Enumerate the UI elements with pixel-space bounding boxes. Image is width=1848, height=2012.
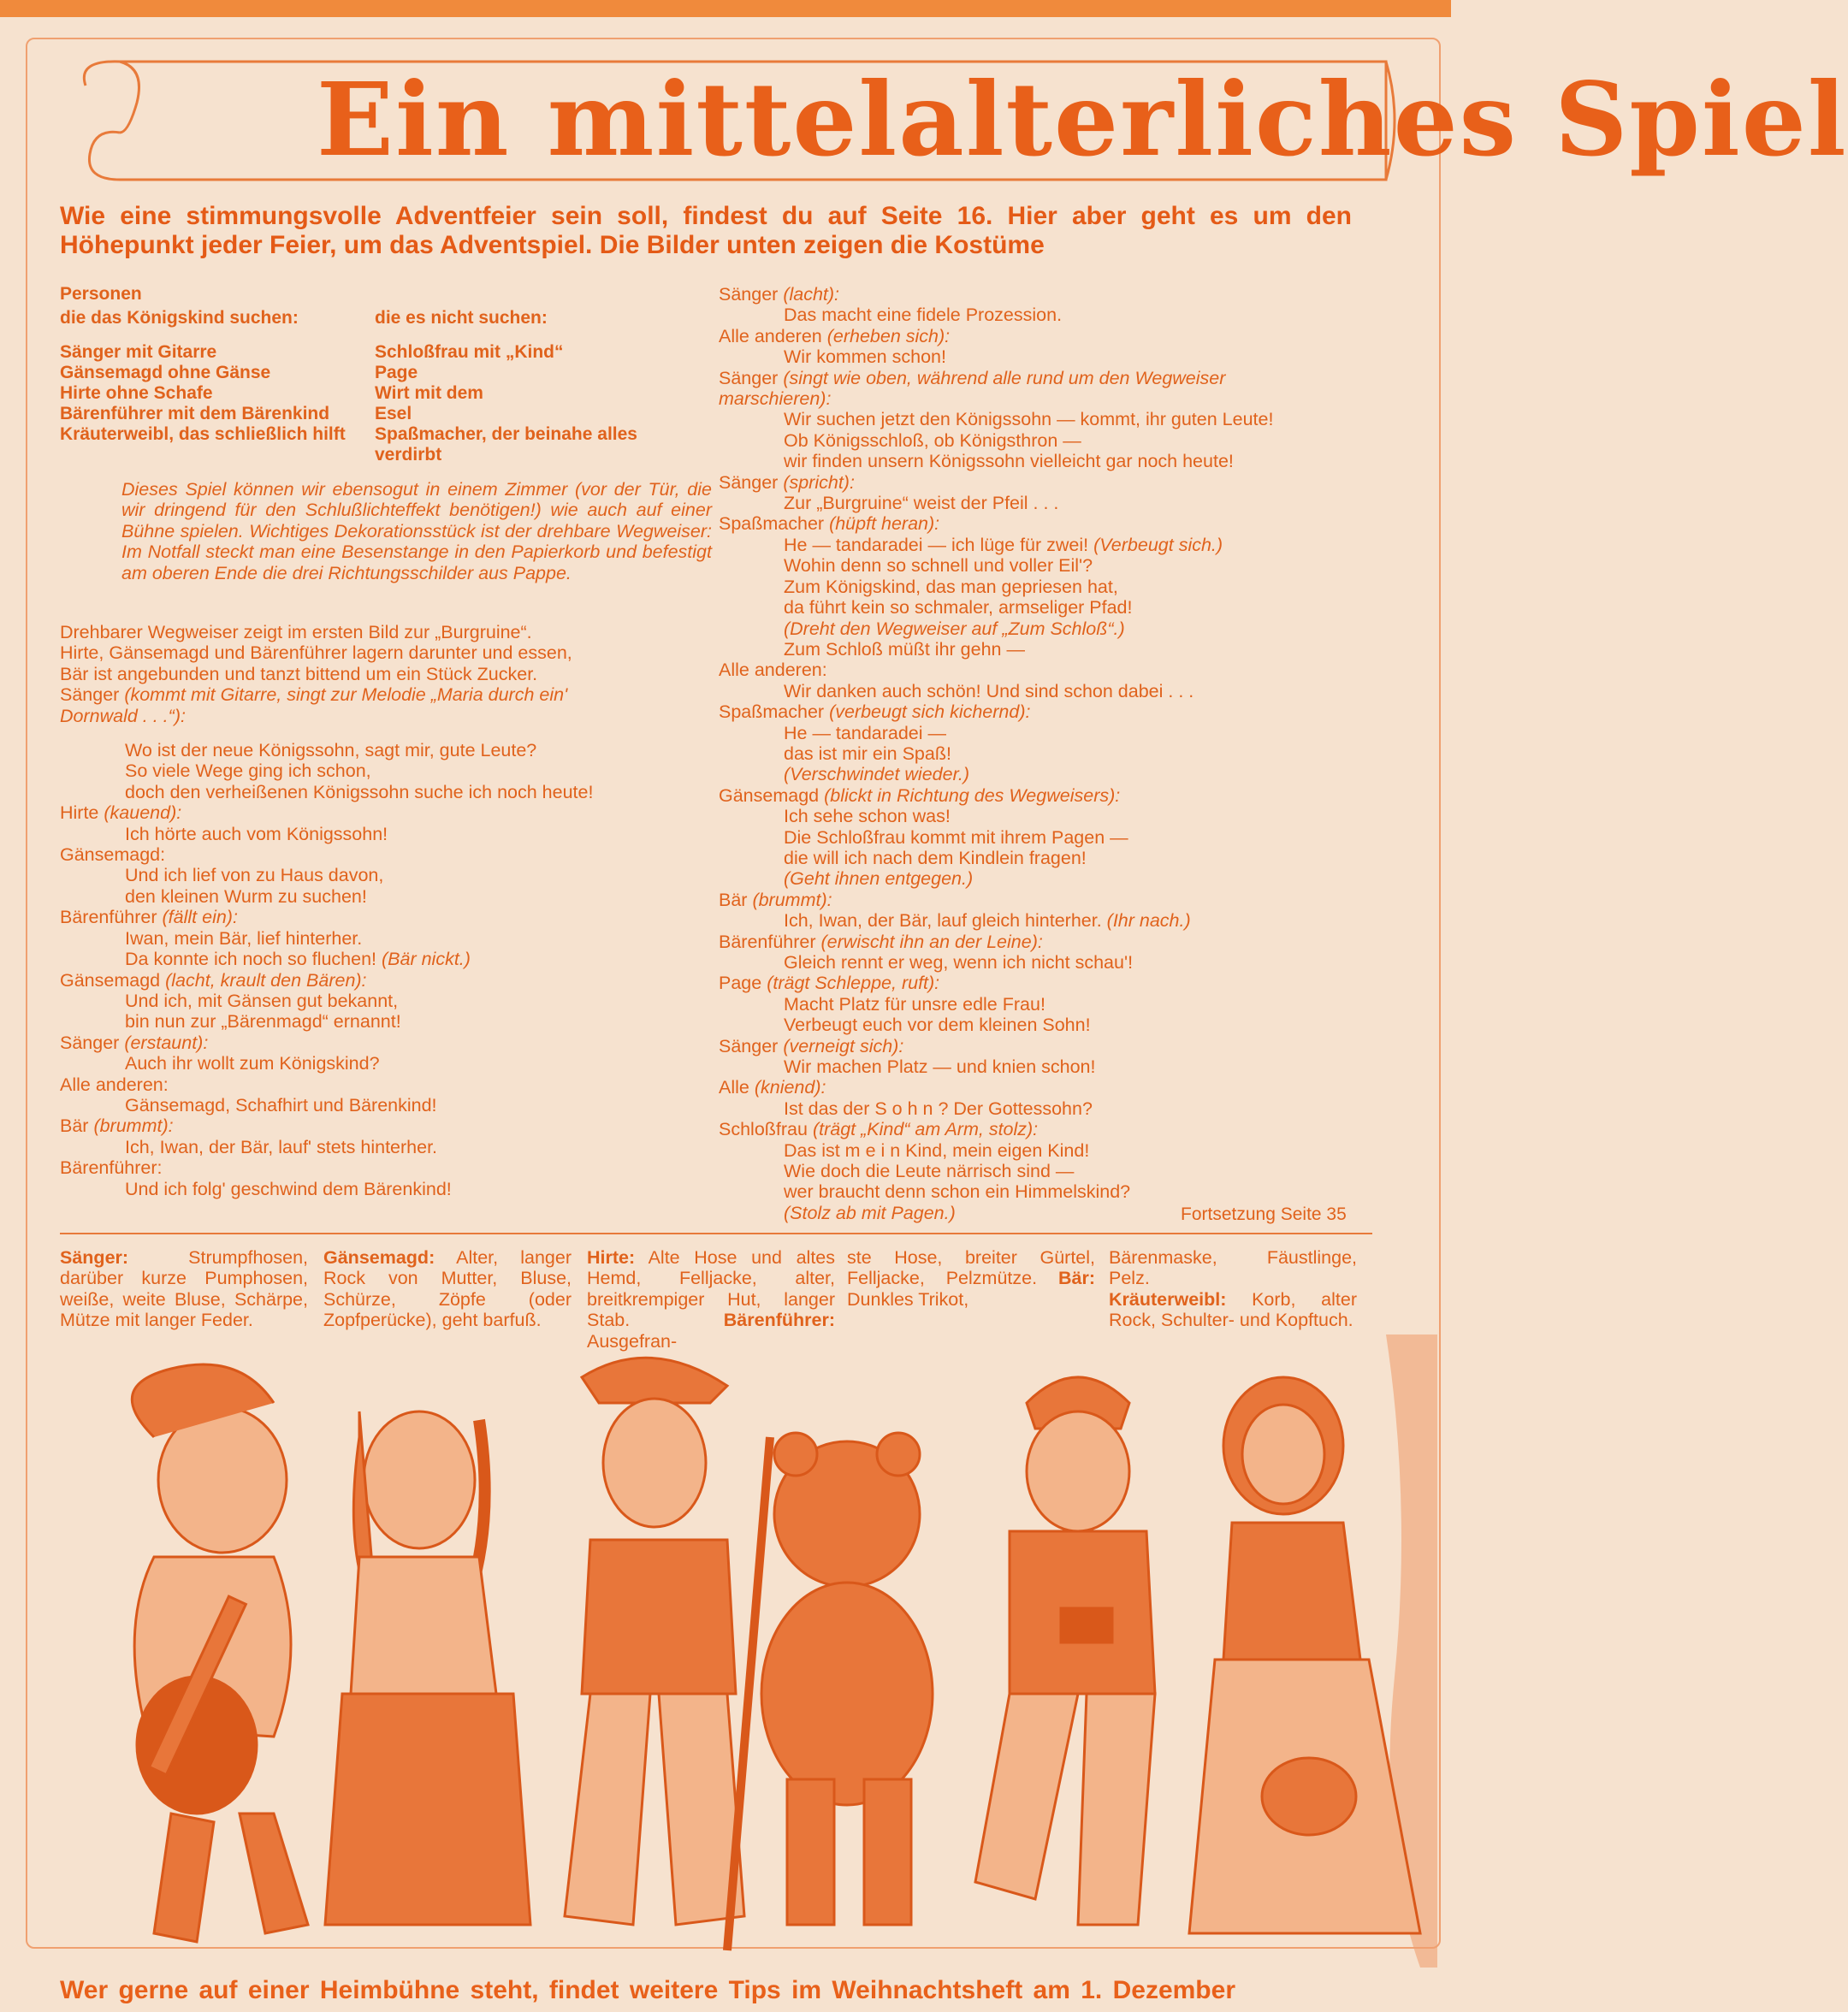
figure-bear-leader: [975, 1377, 1155, 1925]
play-line-text: Sänger: [719, 367, 779, 388]
stage-direction: (trägt „Kind“ am Arm, stolz):: [807, 1119, 1039, 1140]
costume-text: Dunkles Trikot,: [847, 1288, 969, 1310]
costume-block: [323, 1247, 572, 1331]
play-line: [719, 701, 1373, 722]
stage-direction: (kniend):: [749, 1077, 826, 1098]
stage-direction: (Ihr nach.): [1101, 910, 1191, 932]
play-line-text: Das ist m e i n Kind, mein eigen Kind!: [784, 1139, 1090, 1161]
play-line: [60, 802, 714, 823]
stage-direction: (verneigt sich):: [778, 1035, 904, 1056]
play-line: [719, 326, 1373, 346]
play-line: [719, 409, 1373, 429]
play-line-text: wir finden unsern Königssohn vielleicht gar noch heute!: [784, 451, 1234, 472]
stage-direction: (Verschwindet wieder.): [784, 764, 970, 785]
costume-label: Gänsemagd:: [323, 1247, 435, 1268]
play-line-text: Ob Königsschloß, ob Königsthron —: [784, 429, 1081, 451]
play-line: [60, 1095, 714, 1115]
costume-block: [60, 1247, 308, 1331]
play-text-left: [60, 622, 714, 1199]
play-line: [719, 1181, 1373, 1202]
play-line-text: Gänsemagd: [719, 784, 820, 806]
stage-direction: (brummt):: [88, 1115, 174, 1137]
play-line-text: Wir suchen jetzt den Königssohn — kommt, ihr guten Leute!: [784, 409, 1274, 430]
play-line: [60, 949, 714, 969]
play-line: [719, 535, 1373, 555]
stage-direction: (verbeugt sich kichernd):: [824, 701, 1031, 723]
play-line-text: Da konnte ich noch so fluchen!: [125, 949, 377, 970]
play-line-text: das ist mir ein Spaß!: [784, 743, 951, 764]
play-line-text: Schloßfrau: [719, 1119, 808, 1140]
play-line-text: Alle anderen: [719, 325, 822, 346]
play-line-text: Bär: [60, 1115, 89, 1137]
play-line-text: Hirte, Gänsemagd und Bärenführer lagern darunter und essen,: [60, 642, 572, 664]
play-line: [719, 430, 1373, 451]
person-name: verdirbt: [375, 445, 442, 465]
play-line-text: Die Schloßfrau kommt mit ihrem Pagen —: [784, 826, 1128, 848]
play-line: [60, 844, 714, 865]
play-line: [60, 1137, 714, 1157]
play-line-text: Hirte: [60, 802, 99, 824]
play-line: [60, 782, 714, 802]
stage-direction: marschieren):: [719, 388, 832, 410]
play-line-text: Wir kommen schon!: [784, 346, 946, 368]
play-line-text: Sänger: [719, 1035, 779, 1056]
stage-direction: (erwischt ihn an der Leine):: [815, 931, 1043, 952]
play-line-text: Bär ist angebunden und tanzt bittend um ein Stück Zucker.: [60, 663, 538, 684]
play-line-text: Bärenführer:: [60, 1157, 163, 1179]
play-line-text: Gänsemagd: [60, 969, 161, 991]
play-line: [719, 305, 1373, 325]
play-line: [719, 910, 1373, 931]
play-line: [60, 706, 714, 726]
play-line: [60, 1115, 714, 1136]
costume-block: [1109, 1247, 1357, 1331]
play-line-text: Spaßmacher: [719, 513, 825, 535]
play-line-text: Alle anderen:: [719, 660, 827, 681]
play-line: [60, 991, 714, 1011]
play-line: [719, 743, 1373, 764]
play-line: [719, 973, 1373, 993]
stage-direction: (fällt ein):: [157, 907, 238, 928]
play-line-text: Ist das der S o h n ? Der Gottessohn?: [784, 1098, 1093, 1119]
play-line: [719, 284, 1373, 305]
play-line: [719, 493, 1373, 513]
play-line-text: da führt kein so schmaler, armseliger Pfad!: [784, 597, 1133, 618]
person-name: Bärenführer mit dem Bärenkind: [60, 404, 330, 423]
play-line: [60, 684, 714, 705]
person-name: Gänsemagd ohne Gänse: [60, 363, 271, 382]
play-line: [719, 388, 1373, 409]
stage-direction: (Stolz ab mit Pagen.): [784, 1202, 956, 1223]
play-line: [60, 642, 714, 663]
play-line-text: Sänger: [719, 284, 779, 305]
play-line: [719, 1077, 1373, 1098]
play-line: [719, 472, 1373, 493]
play-line-text: Zum Schloß müßt ihr gehn —: [784, 638, 1025, 660]
play-line: [719, 597, 1373, 618]
person-name: Sänger mit Gitarre: [60, 342, 217, 362]
play-line-text: Und ich, mit Gänsen gut bekannt,: [125, 990, 399, 1011]
stage-direction: (Verbeugt sich.): [1088, 534, 1223, 555]
play-line: [719, 1161, 1373, 1181]
play-line: [60, 970, 714, 991]
stage-direction: (erheben sich):: [821, 325, 951, 346]
play-line-text: Ich hörte auch vom Königssohn!: [125, 823, 388, 844]
play-line-text: Alle anderen:: [60, 1074, 169, 1095]
play-line: [719, 806, 1373, 826]
play-line-text: Und ich folg' geschwind dem Bärenkind!: [125, 1178, 452, 1199]
play-line: [60, 1157, 714, 1178]
play-line-text: die will ich nach dem Kindlein fragen!: [784, 847, 1087, 868]
play-line: [60, 726, 714, 740]
play-line-text: Sänger: [60, 1032, 120, 1053]
play-line: [719, 577, 1373, 597]
play-line: [719, 994, 1373, 1015]
stage-direction: (kauend):: [98, 802, 182, 824]
play-line: [719, 513, 1373, 534]
play-line-text: Ich, Iwan, der Bär, lauf' stets hinterher.: [125, 1136, 438, 1157]
intro-text: Wie eine stimmungsvolle Adventfeier sein soll, findest du auf Seite 16. Hier aber geht es um den Höhepunkt jeder Feier, um das Adventspiel. Die Bilder unten zeigen die Kostüme: [60, 202, 1352, 259]
person-name: Kräuterweibl, das schließlich hilft: [60, 424, 346, 444]
costume-label: Hirte:: [587, 1247, 636, 1268]
play-line-text: Spaßmacher: [719, 701, 825, 723]
play-line: [719, 1098, 1373, 1119]
play-line: [60, 886, 714, 907]
play-line: [719, 1056, 1373, 1077]
play-line: [60, 907, 714, 927]
play-line: [719, 1015, 1373, 1035]
play-line: [719, 785, 1373, 806]
play-line: [719, 346, 1373, 367]
play-line-text: Ich, Iwan, der Bär, lauf gleich hinterher.: [784, 910, 1102, 932]
play-line-text: Wir machen Platz — und knien schon!: [784, 1056, 1096, 1078]
person-name: Wirt mit dem: [375, 383, 483, 403]
persons-grid: [60, 308, 719, 328]
play-text-right: [719, 284, 1373, 1223]
costume-label: Sänger:: [60, 1247, 129, 1268]
play-line-text: Das macht eine fidele Prozession.: [784, 305, 1063, 326]
play-line: [60, 622, 714, 642]
play-line-text: Macht Platz für unsre edle Frau!: [784, 993, 1045, 1015]
play-line: [719, 1119, 1373, 1139]
play-line-text: Sänger: [719, 471, 779, 493]
figure-goose-maid: [325, 1411, 530, 1925]
divider-rule: [60, 1233, 1372, 1234]
play-line: [719, 723, 1373, 743]
play-line-text: den kleinen Wurm zu suchen!: [125, 885, 367, 907]
play-line-text: Verbeugt euch vor dem kleinen Sohn!: [784, 1015, 1091, 1036]
play-line: [60, 760, 714, 781]
figure-shepherd: [565, 1358, 770, 1950]
play-line: [719, 451, 1373, 471]
play-line-text: Wohin denn so schnell und voller Eil'?: [784, 555, 1093, 577]
figure-herb-woman: [1189, 1377, 1420, 1933]
play-line-text: Page: [719, 973, 762, 994]
play-line-text: Wie doch die Leute närrisch sind —: [784, 1161, 1075, 1182]
play-line-text: Bärenführer: [60, 907, 157, 928]
play-line-text: Alle: [719, 1077, 749, 1098]
play-line: [60, 1033, 714, 1053]
play-line: [719, 555, 1373, 576]
play-line: [719, 827, 1373, 848]
costume-block: [847, 1247, 1095, 1310]
persons-heading: Personen: [60, 284, 142, 304]
play-line: [719, 952, 1373, 973]
play-line-text: Gleich rennt er weg, wenn ich nicht schau'!: [784, 952, 1134, 973]
play-line: [60, 824, 714, 844]
play-line: [719, 368, 1373, 388]
play-line-text: So viele Wege ging ich schon,: [125, 760, 371, 782]
stage-direction: (Dreht den Wegweiser auf „Zum Schloß“.): [784, 618, 1125, 639]
stage-direction: (lacht):: [778, 284, 840, 305]
play-line: [719, 681, 1373, 701]
play-line: [60, 865, 714, 885]
play-line: [719, 1140, 1373, 1161]
costume-illustration: [51, 1334, 1437, 1968]
stage-direction: (kommt mit Gitarre, singt zur Melodie „Maria durch ein': [119, 684, 568, 706]
stage-direction: (erstaunt):: [119, 1032, 209, 1053]
play-line: [719, 868, 1373, 889]
play-line-text: Drehbarer Wegweiser zeigt im ersten Bild zur „Burgruine“.: [60, 622, 532, 642]
person-name: Esel: [375, 404, 412, 423]
play-line-text: bin nun zur „Bärenmagd“ ernannt!: [125, 1011, 401, 1033]
stage-direction: (blickt in Richtung des Wegweisers):: [819, 784, 1121, 806]
play-line: [60, 1074, 714, 1095]
person-name: Spaßmacher, der beinahe alles: [375, 424, 637, 444]
play-line-text: Iwan, mein Bär, lief hinterher.: [125, 927, 363, 949]
costume-text: Ausgefran-: [587, 1330, 678, 1352]
play-line-text: He — tandaradei — ich lüge für zwei!: [784, 534, 1089, 555]
play-line: [60, 664, 714, 684]
persons-names: [60, 342, 719, 465]
play-line-text: Auch ihr wollt zum Königskind?: [125, 1053, 380, 1074]
play-line: [719, 848, 1373, 868]
play-line: [719, 639, 1373, 660]
play-line-text: Sänger: [60, 684, 120, 706]
stage-direction: (spricht):: [778, 471, 855, 493]
costume-label: Bär:: [1057, 1268, 1095, 1289]
play-line: [60, 740, 714, 760]
play-line: [60, 1011, 714, 1032]
stage-direction: (Geht ihnen entgegen.): [784, 868, 974, 890]
costume-text: Strumpfhosen, darüber kurze Pumphosen, weiße, weite Bluse, Schärpe, Mütze mit langer Feder.: [60, 1247, 308, 1331]
play-line-text: wer braucht denn schon ein Himmelskind?: [784, 1181, 1131, 1203]
costume-text: ste Hose, breiter Gürtel, Felljacke, Pelzmütze.: [847, 1247, 1095, 1289]
play-line-text: Wo ist der neue Königssohn, sagt mir, gute Leute?: [125, 740, 537, 761]
play-line: [719, 660, 1373, 680]
stage-direction: Dornwald . . .“):: [60, 705, 186, 726]
play-line: [719, 1036, 1373, 1056]
stage-direction: (Bär nickt.): [376, 949, 471, 970]
play-line-text: doch den verheißenen Königssohn suche ich noch heute!: [125, 781, 594, 802]
play-line: [719, 890, 1373, 910]
page-title: Ein mittelalterliches Spiel: [317, 60, 1848, 179]
staging-note: Dieses Spiel können wir ebensogut in einem Zimmer (vor der Tür, die wir dringend für den Schlußlichteffekt benötigen!) wie auch auf einer Bühne spielen. Wichtiges Dekorationsstück ist der drehbare Wegweiser: Im Notfall steckt man eine Besenstange in den Papierkorb und befestigt am oberen Ende die drei Richtungsschilder aus Pappe.: [121, 479, 712, 583]
costume-label: Kräuterweibl:: [1109, 1288, 1227, 1310]
play-line-text: Gänsemagd, Schafhirt und Bärenkind!: [125, 1094, 437, 1115]
stage-direction: (lacht, krault den Bären):: [160, 969, 367, 991]
play-line-text: Zum Königskind, das man gepriesen hat,: [784, 576, 1118, 597]
play-line-text: Gänsemagd:: [60, 844, 166, 866]
play-line: [60, 1053, 714, 1074]
stage-direction: (trägt Schleppe, ruft):: [761, 973, 940, 994]
play-line: [719, 618, 1373, 639]
play-line-text: Zur „Burgruine“ weist der Pfeil . . .: [784, 493, 1059, 514]
continuation-note: Fortsetzung Seite 35: [1181, 1204, 1347, 1224]
play-line: [719, 764, 1373, 784]
costume-text: Alter, langer Rock von Mutter, Bluse, Schürze, Zöpfe (oder Zopfperücke), geht barfuß.: [323, 1247, 572, 1331]
figure-bear: [761, 1433, 933, 1925]
play-line-text: Ich sehe schon was!: [784, 806, 951, 827]
costume-text: Bärenmaske, Fäustlinge, Pelz.: [1109, 1247, 1357, 1289]
persons-col1-head: die das Königskind suchen:: [60, 308, 299, 328]
play-line-text: He — tandaradei —: [784, 722, 947, 743]
play-line: [719, 932, 1373, 952]
play-line-text: Wir danken auch schön! Und sind schon dabei . . .: [784, 680, 1194, 701]
persons-list: [60, 284, 719, 465]
figure-singer: [132, 1364, 308, 1942]
stage-direction: (hüpft heran):: [824, 513, 940, 535]
costume-label: Bärenführer:: [723, 1310, 835, 1331]
person-name: Schloßfrau mit „Kind“: [375, 342, 564, 362]
play-line-text: Bär: [719, 889, 748, 910]
play-line-text: Bärenführer: [719, 931, 816, 952]
person-name: Page: [375, 363, 418, 382]
costume-text: Alte Hose und altes Hemd, Felljacke, alter, breitkrempiger Hut, langer Stab.: [587, 1247, 835, 1331]
persons-col2-head: die es nicht suchen:: [375, 308, 548, 328]
stage-direction: (singt wie oben, während alle rund um den Wegweiser: [778, 367, 1226, 388]
footer-note: Wer gerne auf einer Heimbühne steht, findet weitere Tips im Weihnachtsheft am 1. Dezember: [60, 1976, 1235, 2004]
stage-direction: (brummt):: [747, 889, 832, 910]
play-line: [60, 928, 714, 949]
play-line-text: Und ich lief von zu Haus davon,: [125, 865, 384, 886]
person-name: Hirte ohne Schafe: [60, 383, 213, 403]
play-line: [60, 1179, 714, 1199]
top-color-bar: [0, 0, 1451, 17]
costume-text: Korb, alter Rock, Schulter- und Kopftuch.: [1109, 1288, 1357, 1331]
